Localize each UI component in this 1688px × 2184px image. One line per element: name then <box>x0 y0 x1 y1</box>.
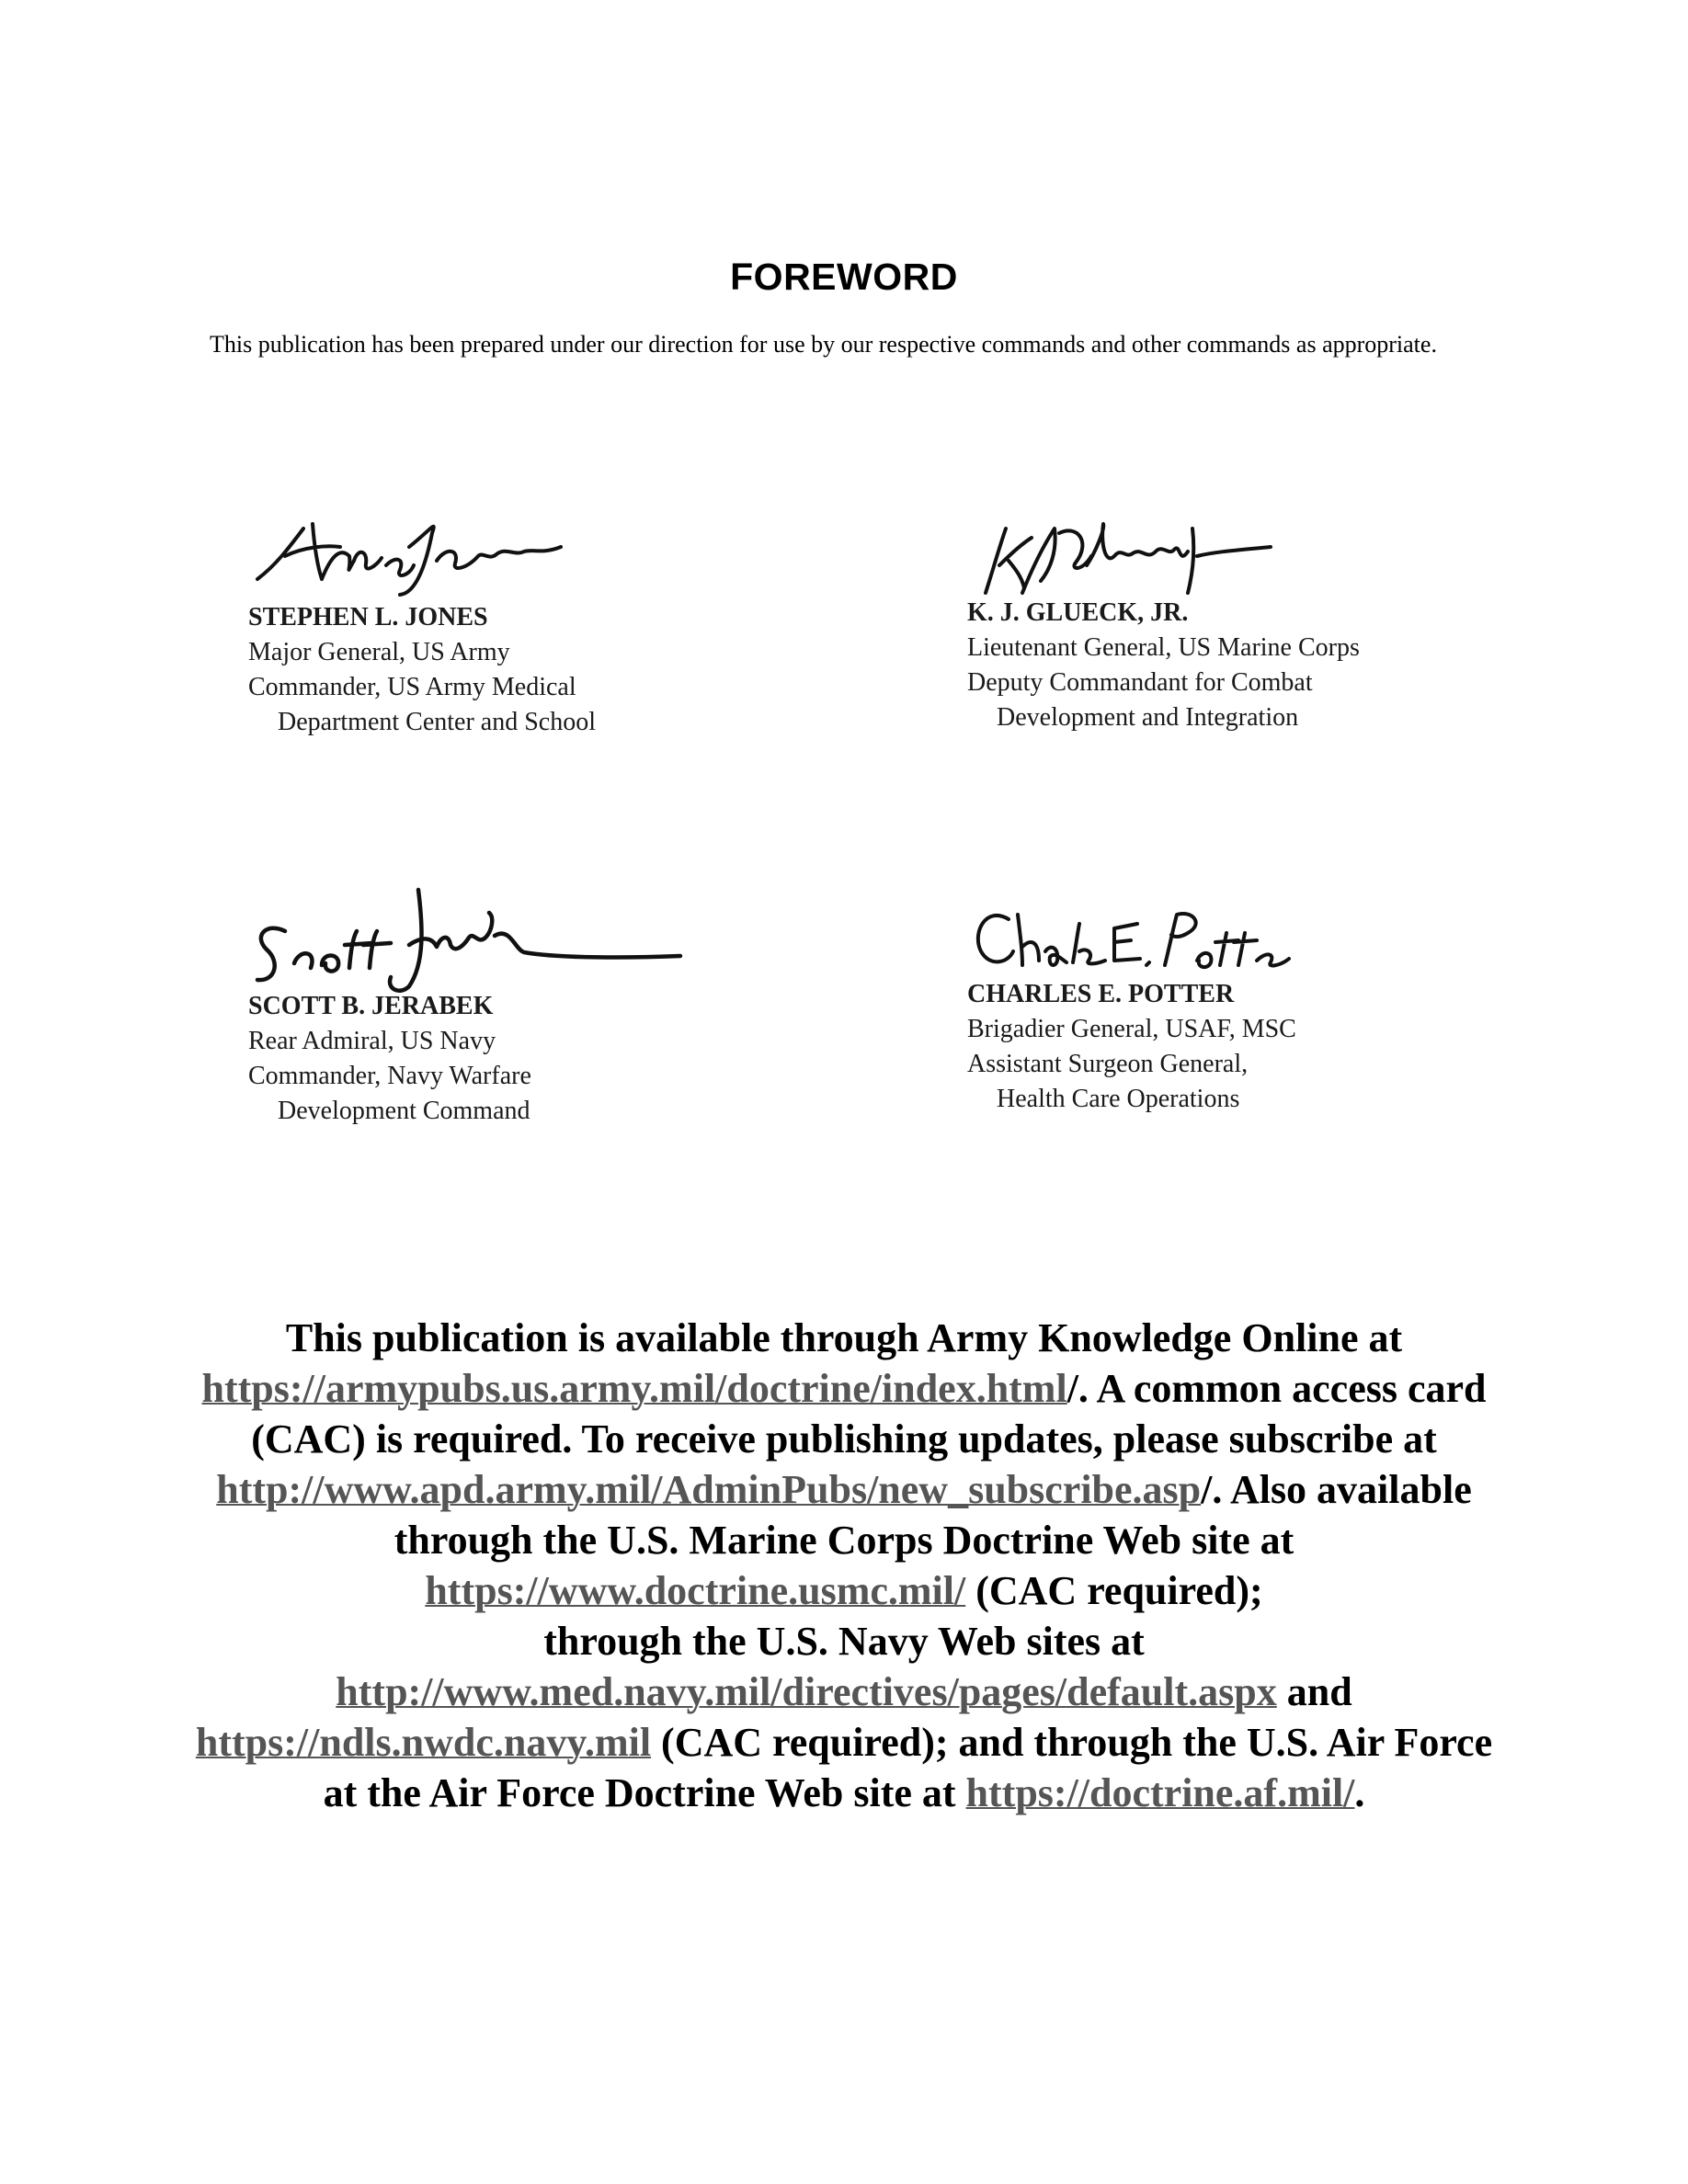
signatory-title-line1: Commander, US Army Medical <box>248 673 576 701</box>
navy-med-link[interactable]: http://www.med.navy.mil/directives/pages/default.aspx <box>336 1669 1277 1714</box>
signatory-title-line2: Department Center and School <box>278 708 597 736</box>
signatory-rank: Lieutenant General, US Marine Corps <box>967 633 1360 662</box>
availability-text: and <box>1276 1669 1352 1714</box>
signature-image-jerabek <box>248 881 690 1000</box>
usmc-doctrine-link[interactable]: https://www.doctrine.usmc.mil/ <box>425 1568 966 1613</box>
availability-notice <box>184 1313 1504 1818</box>
availability-text: (CAC required); and through the U.S. Air Force at the Air Force Doctrine Web site at <box>323 1720 1493 1815</box>
signatory-rank: Rear Admiral, US Navy <box>248 1027 496 1055</box>
signatory-title-line2: Development Command <box>278 1097 530 1125</box>
signatory-name: STEPHEN L. JONES <box>248 603 488 631</box>
signatory-title-line2: Development and Integration <box>997 703 1299 732</box>
apd-subscribe-link[interactable]: http://www.apd.army.mil/AdminPubs/new_subscribe.asp <box>216 1467 1202 1512</box>
signatory-name: SCOTT B. JERABEK <box>248 992 494 1020</box>
availability-text: This publication is available through Army Knowledge Online at <box>285 1315 1403 1360</box>
signature-image-glueck <box>967 515 1280 597</box>
signatory-title-line2: Health Care Operations <box>997 1085 1240 1113</box>
availability-text: (CAC required); <box>965 1568 1263 1613</box>
navy-ndls-link[interactable]: https://ndls.nwdc.navy.mil <box>195 1720 652 1765</box>
page-title: FOREWORD <box>730 256 958 298</box>
signatory-name: K. J. GLUECK, JR. <box>967 598 1189 627</box>
signature-block-glueck <box>967 515 1519 735</box>
signature-block-jones <box>248 492 800 740</box>
army-doctrine-link[interactable]: https://armypubs.us.army.mil/doctrine/index.html <box>201 1366 1067 1411</box>
signatory-name: CHARLES E. POTTER <box>967 980 1235 1008</box>
signatory-title-line1: Commander, Navy Warfare <box>248 1062 531 1090</box>
signatory-title-line1: Deputy Commandant for Combat <box>967 668 1313 697</box>
signatory-title-line1: Assistant Surgeon General, <box>967 1050 1249 1078</box>
availability-text: through the U.S. Navy Web sites at <box>543 1619 1145 1664</box>
availability-text: /. Also available through the U.S. Marine Corps Doctrine Web site at <box>393 1467 1472 1563</box>
availability-text: /. A common access card (CAC) is required. To receive publishing updates, please subscribe at <box>251 1366 1487 1462</box>
signature-image-potter <box>967 896 1298 979</box>
signatory-rank: Major General, US Army <box>248 638 510 666</box>
signatory-rank: Brigadier General, USAF, MSC <box>967 1015 1296 1043</box>
signature-block-potter <box>967 896 1519 1117</box>
signature-image-jones <box>248 492 579 602</box>
intro-paragraph: This publication has been prepared under our direction for use by our respective commands and other commands as appropriate. <box>210 331 1437 358</box>
signature-block-jerabek <box>248 881 800 1129</box>
availability-text: . <box>1354 1770 1365 1815</box>
af-doctrine-link[interactable]: https://doctrine.af.mil/ <box>965 1770 1355 1815</box>
